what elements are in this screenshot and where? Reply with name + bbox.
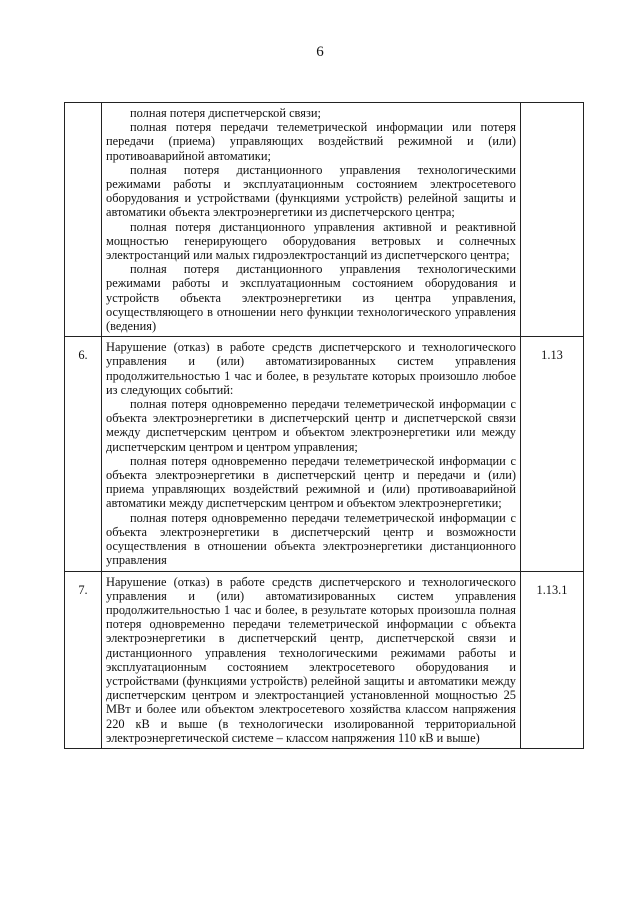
incident-table bbox=[64, 102, 584, 749]
paragraph: полная потеря одновременно передачи телеметрической информации с объекта электроэнергетики в диспетчерский центр и передачи и (или) приема управляющих воздействий режимной и (или) противоаварийной автоматики между диспетчерским центром и объектом электроэнергетики; bbox=[106, 453, 516, 511]
paragraph: полная потеря одновременно передачи телеметрической информации с объекта электроэнергетики в диспетчерский центр и диспетчерской связи между диспетчерским центром и объектом электроэнергетики или между диспетчерским центром и центром управления; bbox=[106, 397, 516, 454]
row-description bbox=[102, 337, 521, 571]
table-row bbox=[65, 571, 584, 748]
row-code bbox=[521, 103, 584, 337]
row-description bbox=[102, 103, 521, 337]
paragraph: полная потеря передачи телеметрической информации или потеря передачи (приема) управляющих воздействий режимной и (или) противоаварийной автоматики; bbox=[106, 120, 516, 163]
row-number: 7. bbox=[65, 571, 102, 748]
paragraph: полная потеря диспетчерской связи; bbox=[130, 106, 321, 120]
paragraph: Нарушение (отказ) в работе средств диспетчерского и технологического управления и (или) автоматизированных систем управления продолжительностью 1 час и более, в результате которых произошло любое из следующих событий: bbox=[106, 340, 516, 397]
row-code: 1.13.1 bbox=[521, 571, 584, 748]
paragraph: Нарушение (отказ) в работе средств диспетчерского и технологического управления и (или) автоматизированных систем управления продолжительностью 1 час и более, в результате которых произошла полная потеря одновременно передачи телеметрической информации с объекта электроэнергетики в диспетчерский центр, диспетчерской связи и дистанционного управления технологическими режимами работы и эксплуатационным состоянием электросетевого оборудования и устройствами (функциями устройств) релейной защиты и автоматики между диспетчерским центром и электростанцией установленной мощностью 25 МВт и более или объектом электросетевого хозяйства классом напряжения 220 кВ и выше (в технологически изолированной территориальной электроэнергетической системе – классом напряжения 110 кВ и выше) bbox=[106, 574, 516, 745]
row-description bbox=[102, 571, 521, 748]
paragraph: полная потеря дистанционного управления активной и реактивной мощностью генерирующего оборудования ветровых и солнечных электростанций или малых гидроэлектростанций из диспетчерского центра; bbox=[106, 219, 516, 263]
table-row bbox=[65, 337, 584, 571]
row-number bbox=[65, 103, 102, 337]
row-number: 6. bbox=[65, 337, 102, 571]
paragraph: полная потеря одновременно передачи телеметрической информации с объекта электроэнергетики в диспетчерский центр и возможности осуществления в отношении объекта электроэнергетики дистанционного управления bbox=[106, 510, 516, 568]
paragraph: полная потеря дистанционного управления технологическими режимами работы и эксплуатационным состоянием оборудования и устройств объекта электроэнергетики из центра управления, осуществляющего в отношении него функции технологического управления (ведения) bbox=[106, 262, 516, 334]
page-number: 6 bbox=[316, 44, 324, 60]
table-row bbox=[65, 103, 584, 337]
row-code: 1.13 bbox=[521, 337, 584, 571]
paragraph: полная потеря дистанционного управления технологическими режимами работы и эксплуатационным состоянием электросетевого оборудования и устройствами (функциями устройств) релейной защиты и автоматики объекта электроэнергетики из диспетчерского центра; bbox=[106, 162, 516, 220]
